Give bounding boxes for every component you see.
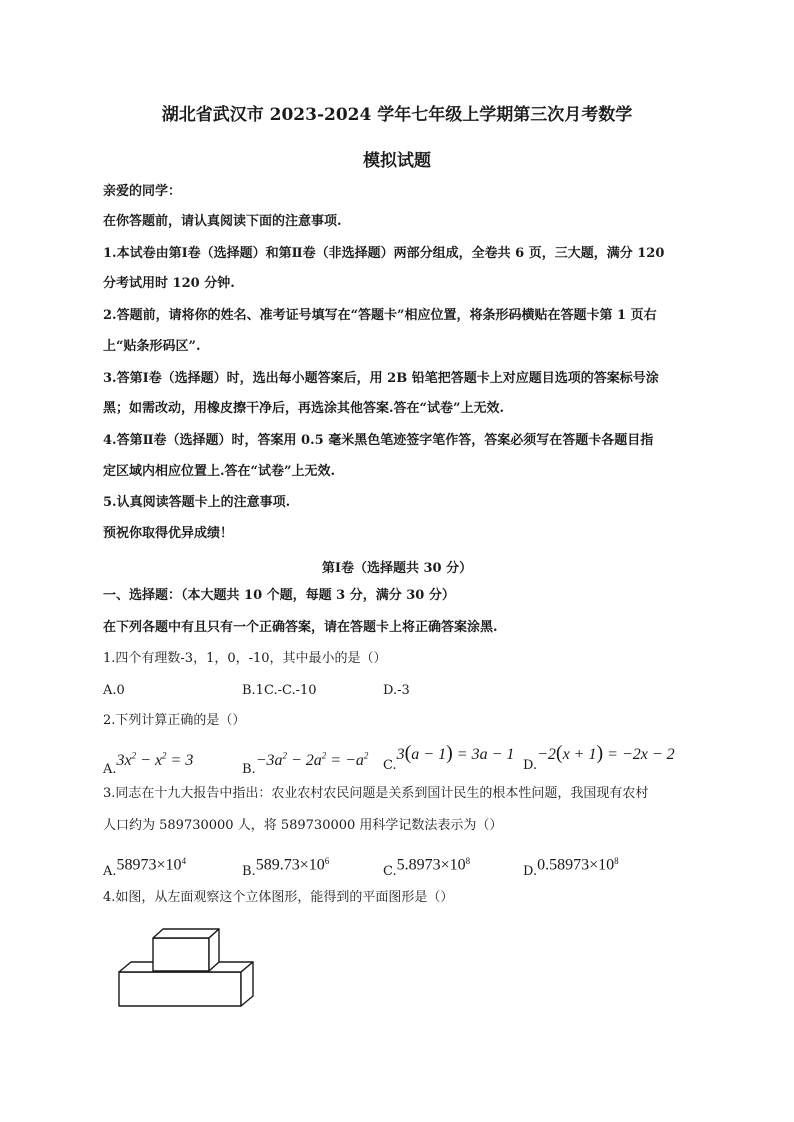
top-box-front <box>153 938 209 971</box>
q2-option-b-formula: $-3a^2 - 2a^2 = -a^2$ <box>255 751 369 770</box>
q3-option-c-label: C. <box>383 864 397 880</box>
part-title: 一、选择题：（本大题共 10 个题，每题 3 分，满分 30 分） <box>103 588 455 603</box>
q1-option-b: B.1C.-C.-10 <box>242 683 317 698</box>
q2-option-a-formula: $3x^2 - x^2 = 3$ <box>116 751 194 770</box>
q3-option-b-exponent: 6 <box>324 856 330 866</box>
q2-option-a-label: A. <box>103 762 117 778</box>
q3-option-c-exponent: 8 <box>465 856 471 866</box>
q1-option-d: D.-3 <box>383 683 410 698</box>
q2-option-c-label: C. <box>383 758 397 773</box>
note-line: 分考试用时 120 分钟. <box>103 276 235 291</box>
note-line: 1.本试卷由第Ⅰ卷（选择题）和第Ⅱ卷（非选择题）两部分组成，全卷共 6 页，三大题，满分 120 <box>103 246 665 261</box>
part-instruction: 在下列各题中有且只有一个正确答案，请在答题卡上将正确答案涂黑. <box>103 620 498 635</box>
note-line: 定区域内相应位置上.答在“试卷”上无效. <box>103 464 336 479</box>
note-line: 3.答第Ⅰ卷（选择题）时，选出每小题答案后，用 2B 铅笔把答题卡上对应题目选项的答案标号涂 <box>103 371 659 386</box>
note-line: 2.答题前，请将你的姓名、准考证号填写在“答题卡”相应位置，将条形码横贴在答题卡第 1 页右 <box>103 308 657 323</box>
q2-option-d-formula: −2(x + 1) = −2x − 2 <box>537 742 675 764</box>
question-3-stem: 3.同志在十九大报告中指出：农业农村农民问题是关系到国计民生的根本性问题，我国现有农村 <box>103 786 649 801</box>
q2-option-a <box>103 748 194 778</box>
note-line: 4.答第Ⅱ卷（选择题）时，答案用 0.5 毫米黑色笔迹签字笔作答，答案必须写在答题卡各题目指 <box>103 433 654 448</box>
page-subtitle: 模拟试题 <box>363 151 431 171</box>
q2-option-c <box>383 742 515 773</box>
question-2-stem: 2.下列计算正确的是（） <box>103 713 246 728</box>
bottom-box-front <box>119 972 241 1006</box>
q3-option-a-label: A. <box>103 864 117 880</box>
note-line: 5.认真阅读答题卡上的注意事项. <box>103 495 291 510</box>
q3-option-b-value: 589.73×10 <box>255 856 325 874</box>
note-line: 上“贴条形码区”. <box>103 339 201 354</box>
question-4-stem: 4.如图，从左面观察这个立体图形，能得到的平面图形是（） <box>103 890 454 905</box>
q3-option-d <box>523 853 619 880</box>
top-box-top <box>153 929 219 938</box>
q3-option-d-exponent: 8 <box>614 856 619 866</box>
q3-option-a-exponent: 4 <box>181 856 187 866</box>
q1-option-a: A.0 <box>103 683 125 698</box>
note-line: 黑；如需改动，用橡皮擦干净后，再选涂其他答案.答在“试卷”上无效. <box>103 401 505 416</box>
wish: 预祝你取得优异成绩！ <box>103 526 234 541</box>
q3-option-a <box>103 853 187 880</box>
q2-option-b <box>242 748 369 778</box>
question-1-stem: 1.四个有理数-3，1，0，-10，其中最小的是（） <box>103 651 387 666</box>
question-3-stem: 人口约为 589730000 人，将 589730000 用科学记数法表示为（） <box>103 818 503 833</box>
q3-option-b-label: B. <box>242 864 256 880</box>
q3-option-b <box>242 853 330 880</box>
section-heading: 第Ⅰ卷（选择题共 30 分） <box>321 561 473 576</box>
q3-option-d-label: D. <box>523 864 538 880</box>
q3-option-c-value: 5.8973×10 <box>396 856 466 874</box>
q3-option-d-value: 0.58973×10 <box>537 856 615 874</box>
greeting: 亲爱的同学： <box>103 184 182 199</box>
q3-option-c <box>383 853 471 880</box>
solid-figure <box>115 926 265 1010</box>
q2-option-d <box>523 742 675 773</box>
page-title: 湖北省武汉市 2023-2024 学年七年级上学期第三次月考数学 <box>161 105 633 125</box>
q3-option-a-value: 58973×10 <box>116 856 182 874</box>
q2-option-d-label: D. <box>523 758 538 773</box>
instruction: 在你答题前，请认真阅读下面的注意事项. <box>103 214 342 229</box>
q2-option-b-label: B. <box>242 762 256 778</box>
q2-option-c-formula: 3(a − 1) = 3a − 1 <box>396 742 515 764</box>
